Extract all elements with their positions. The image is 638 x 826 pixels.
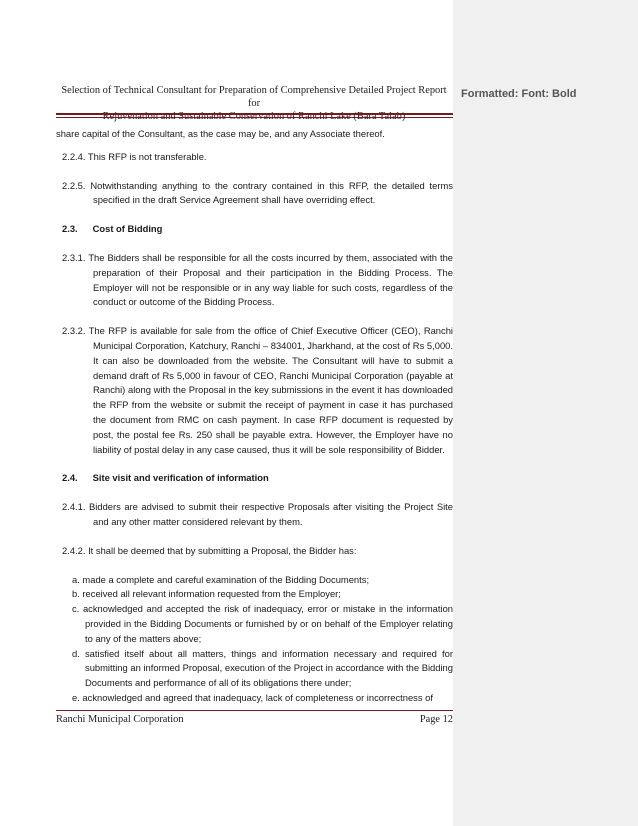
paragraph-number: 2.3.1. [62,251,86,263]
paragraph-2-2-4 [56,150,453,165]
section-number: 2.3. [62,223,78,235]
paragraph-text: It shall be deemed that by submitting a Proposal, the Bidder has: [88,544,357,556]
paragraph-number: 2.2.4. [62,150,86,162]
comment-label: Formatted: Font: Bold [461,88,577,100]
paragraph-2-4-2 [56,544,453,559]
list-item-d: d. satisfied itself about all matters, things and information necessary and required for submitting an informed Proposal, execution of the Project in accordance with the Bidding Documents and performance of all of its obligations there under; [72,647,453,689]
list-item-a: a. made a complete and careful examination of the Bidding Documents; [72,573,370,585]
list-item-c: c. acknowledged and accepted the risk of inadequacy, error or mistake in the information provided in the Bidding Documents or furnished by or on behalf of the Employer relating to any of the matters above; [72,603,453,644]
section-title: Cost of Bidding [92,223,163,235]
paragraph-2-3-1 [56,251,453,310]
paragraph-number: 2.4.1. [62,501,86,513]
list-item-e: e. acknowledged and agreed that inadequacy, lack of completeness or incorrectness of [72,691,433,703]
paragraph-text: The Bidders shall be responsible for all the costs incurred by them, associated with the preparation of their Proposal and their participation in the Bidding Process. The Employer will not be responsible or in any way liable for such costs, regardless of the conduct or outcome of the Bidding Process. [88,251,453,308]
paragraph-number: 2.2.5. [62,179,86,191]
header-rule-thick [56,113,453,115]
document-body [56,127,453,706]
section-number: 2.4. [62,472,78,484]
comments-pane[interactable] [453,0,638,826]
paragraph-number: 2.4.2. [62,544,86,556]
footer-rule [56,710,453,711]
section-title: Site visit and verification of information [92,472,269,484]
paragraph-text: Bidders are advised to submit their respective Proposals after visiting the Project Site and any other matter considered relevant by them. [89,501,453,527]
paragraph-2-2-5 [56,179,453,209]
footer-organization: Ranchi Municipal Corporation [56,714,184,725]
paragraph-number: 2.3.2. [62,325,86,337]
page-number: Page 12 [419,714,453,725]
paragraph-2-3-2 [56,324,453,457]
section-heading-2-4 [56,471,453,486]
section-heading-2-3 [56,222,453,237]
paragraph-text: Notwithstanding anything to the contrary contained in this RFP, the detailed terms specified in the draft Service Agreement shall have overriding effect. [90,179,453,206]
paragraph-text: The RFP is available for sale from the office of Chief Executive Officer (CEO), Ranchi Municipal Corporation, Katchury, Ranchi – 834001, Jharkhand, at the cost of Rs 5,000. It can also be downloaded from the website. The Consultant will have to submit a demand draft of Rs 5,000 in favour of CEO, Ranchi Municipal Corporation (payable at Ranchi) along with the Proposal in the key submissions in the event it has downloaded the RFP from the website or submit the receipt of payment in case it has purchased the document from RMC on cash payment. In case RFP document is requested by post, the postal fee Rs. 250 shall be payable extra. However, the Employer have no liability of postal delay in any case caused, thus it will be sole responsibility of Bidder. [88,325,453,455]
paragraph-text: This RFP is not transferable. [87,150,207,162]
list-item-b: b. received all relevant information requested from the Employer; [72,588,341,600]
header-rule-thin [56,117,453,118]
paragraph-2-4-1 [56,500,453,530]
header-line-1: Selection of Technical Consultant for Preparation of Comprehensive Detailed Project Report for [61,85,447,109]
paragraph-continuation: share capital of the Consultant, as the case may be, and any Associate thereof. [56,128,385,139]
